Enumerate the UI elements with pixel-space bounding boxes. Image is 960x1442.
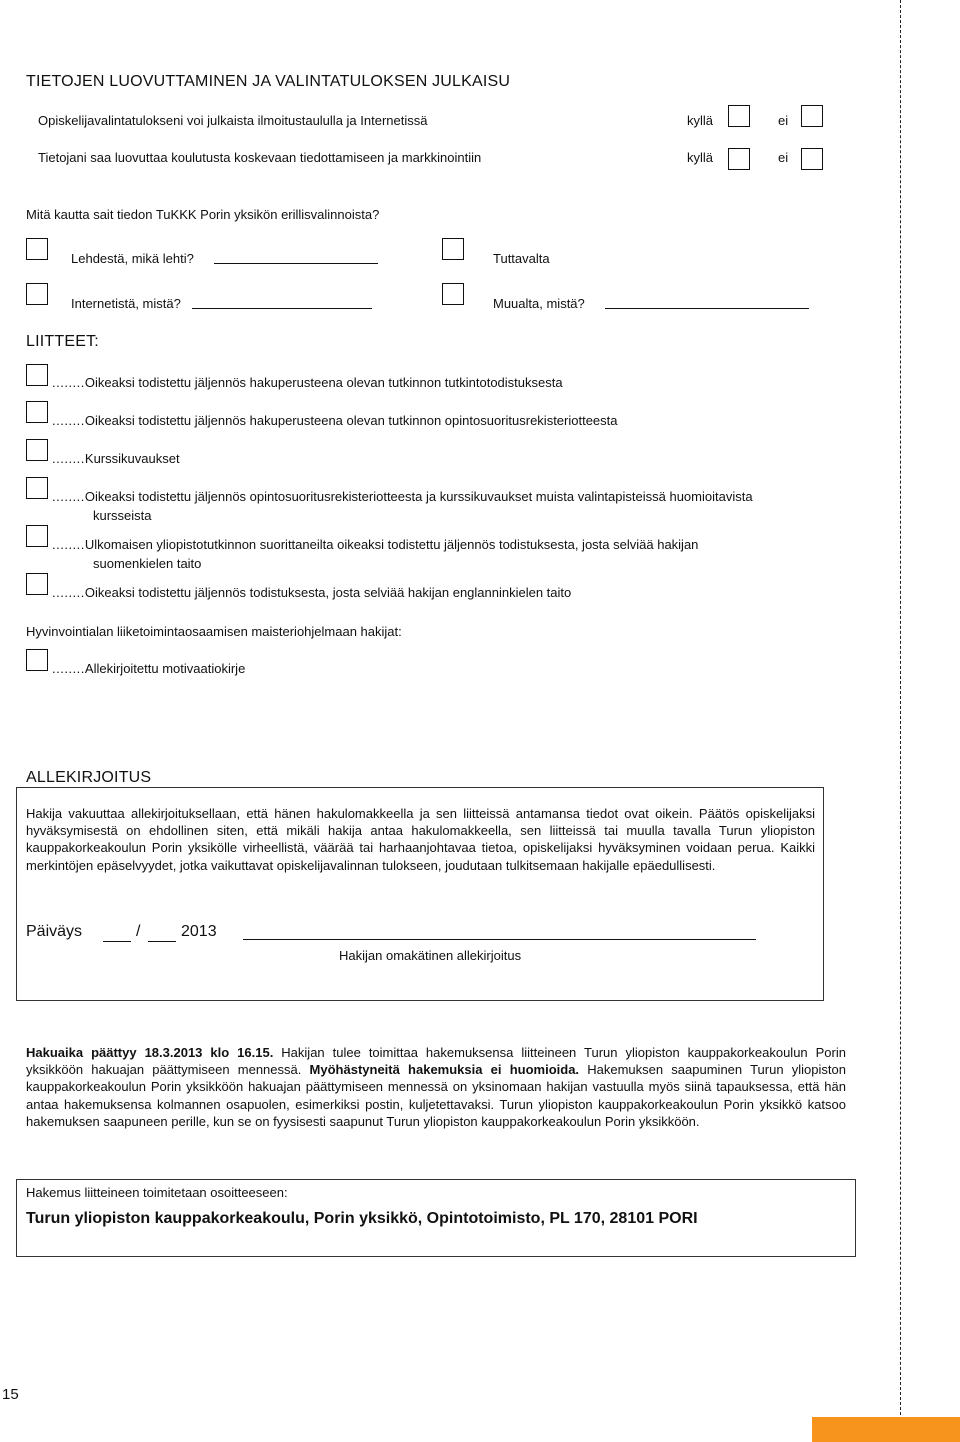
deadline-text-2: Hakemuksen saapuminen Turun yliopiston kauppakorkeakoulun Porin yksikköön hakuajan päättymiseen mennessä on yksinomaan hakijan vastuulla myös siinä tapauksessa, että hän antaa hakemuksensa kolmannen osapuolen, esimerkiksi postin, kuljetettavaksi. Turun yliopiston kauppakorkeakoulun Porin yksikkö katsoo hakemuksen saapuneen perille, kun se on fyysisesti saapunut Turun yliopiston kauppakorkeakoulun Porin yksikköön. bbox=[26, 1062, 846, 1129]
program-label: Hyvinvointialan liiketoimintaosaamisen maisteriohjelmaan hakijat: bbox=[26, 624, 402, 639]
attachment-item-6: ........Oikeaksi todistettu jäljennös todistuksesta, josta selviää hakijan englanninkielen taito bbox=[52, 585, 572, 600]
marketing-no-label: ei bbox=[778, 150, 789, 165]
attachment-item-1: ........Oikeaksi todistettu jäljennös hakuperusteena olevan tutkinnon tutkintotodistuksesta bbox=[52, 375, 563, 390]
attachment-checkbox-3[interactable] bbox=[26, 439, 48, 461]
source-elsewhere-line[interactable] bbox=[605, 308, 809, 309]
address-box bbox=[16, 1179, 856, 1257]
source-internet-checkbox[interactable] bbox=[26, 283, 48, 305]
page-number: 15 bbox=[2, 1386, 19, 1403]
signature-box bbox=[16, 787, 824, 1001]
attachment-item-5-cont: suomenkielen taito bbox=[93, 556, 202, 571]
source-newspaper-checkbox[interactable] bbox=[26, 238, 48, 260]
publish-yes-checkbox[interactable] bbox=[728, 105, 750, 127]
source-elsewhere-label: Muualta, mistä? bbox=[493, 296, 585, 311]
publish-question: Opiskelijavalintatulokseni voi julkaista ilmoitustaululla ja Internetissä bbox=[38, 113, 428, 128]
publish-no-checkbox[interactable] bbox=[801, 105, 823, 127]
attachment-checkbox-4[interactable] bbox=[26, 477, 48, 499]
source-question: Mitä kautta sait tiedon TuKKK Porin yksikön erillisvalinnoista? bbox=[26, 207, 380, 222]
source-newspaper-label: Lehdestä, mikä lehti? bbox=[71, 251, 194, 266]
attachment-checkbox-6[interactable] bbox=[26, 573, 48, 595]
source-newspaper-line[interactable] bbox=[214, 263, 378, 264]
source-internet-label: Internetistä, mistä? bbox=[71, 296, 181, 311]
source-tuttavalta-checkbox[interactable] bbox=[442, 238, 464, 260]
deadline-paragraph bbox=[26, 1044, 846, 1130]
accent-bar bbox=[812, 1417, 960, 1442]
source-elsewhere-checkbox[interactable] bbox=[442, 283, 464, 305]
attachment-item-3: ........Kurssikuvaukset bbox=[52, 451, 180, 466]
motivation-letter-checkbox[interactable] bbox=[26, 649, 48, 671]
attachment-item-5: ........Ulkomaisen yliopistotutkinnon suorittaneilta oikeaksi todistettu jäljennös todistuksesta, josta selviää hakijan bbox=[52, 537, 699, 552]
address-value: Turun yliopiston kauppakorkeakoulu, Porin yksikkö, Opintotoimisto, PL 170, 28101 PORI bbox=[26, 1210, 698, 1227]
attachments-title: LIITTEET: bbox=[26, 333, 99, 350]
date-year: 2013 bbox=[181, 923, 217, 940]
publish-yes-label: kyllä bbox=[687, 113, 714, 128]
deadline-bold: Hakuaika päättyy 18.3.2013 klo 16.15. bbox=[26, 1045, 274, 1060]
marketing-yes-checkbox[interactable] bbox=[728, 148, 750, 170]
source-internet-line[interactable] bbox=[192, 308, 372, 309]
marketing-no-checkbox[interactable] bbox=[801, 148, 823, 170]
signature-declaration: Hakija vakuuttaa allekirjoituksellaan, että hänen hakulomakkeella ja sen liitteissä antamansa tiedot ovat oikein. Päätös opiskelijaksi hyväksymisestä on ehdollinen siten, että mikäli hakija antaa hakulomakkeella, sen liitteissä tai muulla tavalla Turun yliopiston kauppakorkeakoulun Porin yksikölle virheellistä, väärää tai harhaanjohtavaa tietoa, opiskelijaksi hyväksyminen voidaan perua. Kaikki merkintöjen epäselvyydet, jotka vaikuttavat opiskelijavalinnan tulokseen, joudutaan tulkitsemaan hakijalle epäedullisesti. bbox=[26, 806, 815, 873]
address-label: Hakemus liitteineen toimitetaan osoitteeseen: bbox=[26, 1185, 288, 1200]
date-label: Päiväys bbox=[26, 923, 83, 940]
deadline-text-1: Hakijan tulee toimittaa hakemuksensa liitteineen Turun yliopiston kauppakorkeakoulun Porin yksikköön hakuajan päättymiseen mennessä. bbox=[26, 1045, 846, 1078]
late-notice-bold: Myöhästyneitä hakemuksia ei huomioida. bbox=[309, 1062, 580, 1078]
marketing-question: Tietojani saa luovuttaa koulutusta koskevaan tiedottamiseen ja markkinointiin bbox=[38, 150, 482, 165]
signature-caption: Hakijan omakätinen allekirjoitus bbox=[339, 948, 522, 963]
signature-title: ALLEKIRJOITUS bbox=[26, 769, 152, 786]
marketing-yes-label: kyllä bbox=[687, 150, 714, 165]
motivation-letter-item: ........Allekirjoitettu motivaatiokirje bbox=[52, 661, 246, 676]
attachment-checkbox-2[interactable] bbox=[26, 401, 48, 423]
margin-dash-line bbox=[900, 0, 901, 1415]
source-tuttavalta-label: Tuttavalta bbox=[493, 251, 550, 266]
attachment-item-4: ........Oikeaksi todistettu jäljennös opintosuoritusrekisteriotteesta ja kurssikuvaukset muista valintapisteissä huomioitavista bbox=[52, 489, 753, 504]
attachment-checkbox-5[interactable] bbox=[26, 525, 48, 547]
attachment-item-4-cont: kursseista bbox=[93, 508, 152, 523]
attachment-checkbox-1[interactable] bbox=[26, 364, 48, 386]
signature-line[interactable] bbox=[243, 939, 756, 940]
date-day-field[interactable] bbox=[103, 941, 131, 942]
date-separator: / bbox=[136, 923, 141, 940]
date-month-field[interactable] bbox=[148, 941, 176, 942]
attachment-item-2: ........Oikeaksi todistettu jäljennös hakuperusteena olevan tutkinnon opintosuoritusrekisteriotteesta bbox=[52, 413, 618, 428]
publish-no-label: ei bbox=[778, 113, 789, 128]
section-title-disclosure: TIETOJEN LUOVUTTAMINEN JA VALINTATULOKSEN JULKAISU bbox=[26, 73, 511, 90]
